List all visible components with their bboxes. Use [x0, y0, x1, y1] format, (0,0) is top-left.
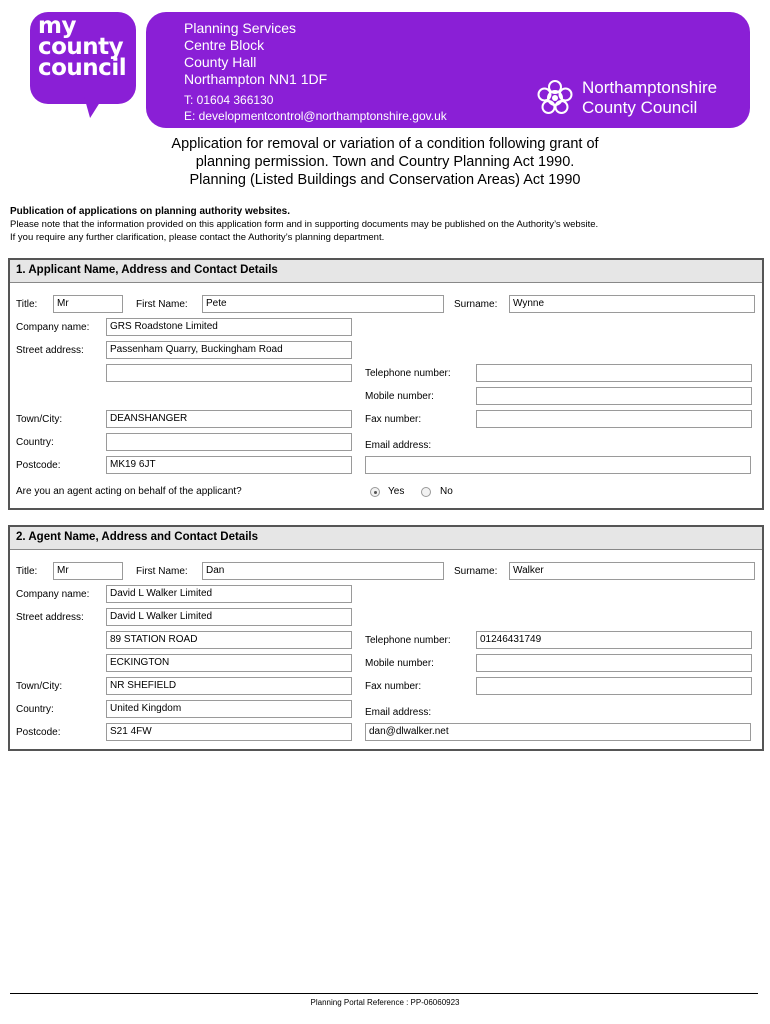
- mobile-label: Mobile number:: [365, 391, 434, 402]
- agent-question: Are you an agent acting on behalf of the applicant?: [16, 486, 242, 497]
- title-label: Title:: [16, 299, 38, 310]
- council-name-line-1: Northamptonshire: [582, 78, 718, 97]
- agent-yes-radio[interactable]: [370, 487, 380, 497]
- applicant-title-field[interactable]: Mr: [53, 295, 123, 313]
- agent-surname-field[interactable]: Walker: [509, 562, 755, 580]
- applicant-email-field[interactable]: [365, 456, 751, 474]
- agent-country-field[interactable]: United Kingdom: [106, 700, 352, 718]
- agent-first-name-field[interactable]: Dan: [202, 562, 444, 580]
- agent-no-radio[interactable]: [421, 487, 431, 497]
- applicant-country-field[interactable]: [106, 433, 352, 451]
- form-title-line: planning permission. Town and Country Planning Act 1990.: [195, 154, 575, 170]
- agent-mobile-field[interactable]: [476, 654, 752, 672]
- applicant-section-header: [10, 260, 762, 283]
- applicant-street-field-1[interactable]: Passenham Quarry, Buckingham Road: [106, 341, 352, 359]
- address-line: County Hall: [184, 54, 257, 70]
- mobile-label: Mobile number:: [365, 658, 434, 669]
- town-label: Town/City:: [16, 681, 63, 692]
- agent-telephone-field[interactable]: 01246431749: [476, 631, 752, 649]
- street-label: Street address:: [16, 612, 84, 623]
- agent-company-field[interactable]: David L Walker Limited: [106, 585, 352, 603]
- agent-street-field-1[interactable]: David L Walker Limited: [106, 608, 352, 626]
- postcode-label: Postcode:: [16, 460, 61, 471]
- agent-yes-label: Yes: [388, 486, 405, 497]
- publication-line: If you require any further clarification, please contact the Authority’s planning department.: [10, 232, 385, 243]
- applicant-first-name-field[interactable]: Pete: [202, 295, 444, 313]
- telephone-label: Telephone number:: [365, 368, 451, 379]
- agent-section: [8, 525, 764, 751]
- applicant-street-field-2[interactable]: [106, 364, 352, 382]
- applicant-postcode-field[interactable]: MK19 6JT: [106, 456, 352, 474]
- council-name: [582, 78, 717, 118]
- office-address: [184, 20, 327, 88]
- agent-section-title: 2. Agent Name, Address and Contact Details: [16, 531, 258, 543]
- form-title: [0, 135, 770, 189]
- logo-line-2: county: [38, 34, 124, 60]
- first-name-label: First Name:: [136, 566, 188, 577]
- form-title-line: Application for removal or variation of a condition following grant of: [171, 136, 599, 152]
- applicant-surname-field[interactable]: Wynne: [509, 295, 755, 313]
- company-label: Company name:: [16, 322, 90, 333]
- applicant-company-field[interactable]: GRS Roadstone Limited: [106, 318, 352, 336]
- applicant-section-title: 1. Applicant Name, Address and Contact Details: [16, 264, 278, 276]
- first-name-label: First Name:: [136, 299, 188, 310]
- fax-label: Fax number:: [365, 681, 422, 692]
- office-contact: [184, 92, 447, 124]
- publication-heading: Publication of applications on planning authority websites.: [10, 206, 291, 217]
- agent-title-field[interactable]: Mr: [53, 562, 123, 580]
- address-line: Centre Block: [184, 37, 265, 53]
- postcode-label: Postcode:: [16, 727, 61, 738]
- council-name-line-2: County Council: [582, 98, 698, 117]
- footer-divider: [10, 993, 758, 994]
- agent-no-label: No: [440, 486, 453, 497]
- country-label: Country:: [16, 704, 54, 715]
- agent-street-field-3[interactable]: ECKINGTON: [106, 654, 352, 672]
- country-label: Country:: [16, 437, 54, 448]
- surname-label: Surname:: [454, 566, 498, 577]
- agent-fax-field[interactable]: [476, 677, 752, 695]
- title-label: Title:: [16, 566, 38, 577]
- agent-street-field-2[interactable]: 89 STATION ROAD: [106, 631, 352, 649]
- agent-email-field[interactable]: dan@dlwalker.net: [365, 723, 751, 741]
- company-label: Company name:: [16, 589, 90, 600]
- agent-town-field[interactable]: NR SHEFIELD: [106, 677, 352, 695]
- applicant-fax-field[interactable]: [476, 410, 752, 428]
- applicant-mobile-field[interactable]: [476, 387, 752, 405]
- address-line: Northampton NN1 1DF: [184, 71, 328, 87]
- office-email: E: developmentcontrol@northamptonshire.gov.uk: [184, 109, 447, 123]
- tudor-rose-icon: [535, 78, 575, 118]
- town-label: Town/City:: [16, 414, 63, 425]
- email-label: Email address:: [365, 440, 432, 451]
- logo-text: [38, 13, 134, 81]
- applicant-telephone-field[interactable]: [476, 364, 752, 382]
- form-title-line: Planning (Listed Buildings and Conservation Areas) Act 1990: [189, 172, 581, 188]
- logo-speech-tail: [80, 96, 104, 118]
- agent-postcode-field[interactable]: S21 4FW: [106, 723, 352, 741]
- office-telephone: T: 01604 366130: [184, 93, 274, 107]
- logo-line-1: my: [38, 13, 76, 39]
- street-label: Street address:: [16, 345, 84, 356]
- surname-label: Surname:: [454, 299, 498, 310]
- publication-line: Please note that the information provided on this application form and in supporting documents may be published on the Authority’s website.: [10, 219, 599, 230]
- applicant-town-field[interactable]: DEANSHANGER: [106, 410, 352, 428]
- address-line: Planning Services: [184, 20, 297, 36]
- logo-line-3: council: [38, 55, 127, 81]
- publication-notice: [10, 218, 598, 244]
- applicant-section: [8, 258, 764, 510]
- agent-section-header: [10, 527, 762, 550]
- telephone-label: Telephone number:: [365, 635, 451, 646]
- planning-portal-reference: Planning Portal Reference : PP-06060923: [310, 998, 460, 1007]
- email-label: Email address:: [365, 707, 432, 718]
- fax-label: Fax number:: [365, 414, 422, 425]
